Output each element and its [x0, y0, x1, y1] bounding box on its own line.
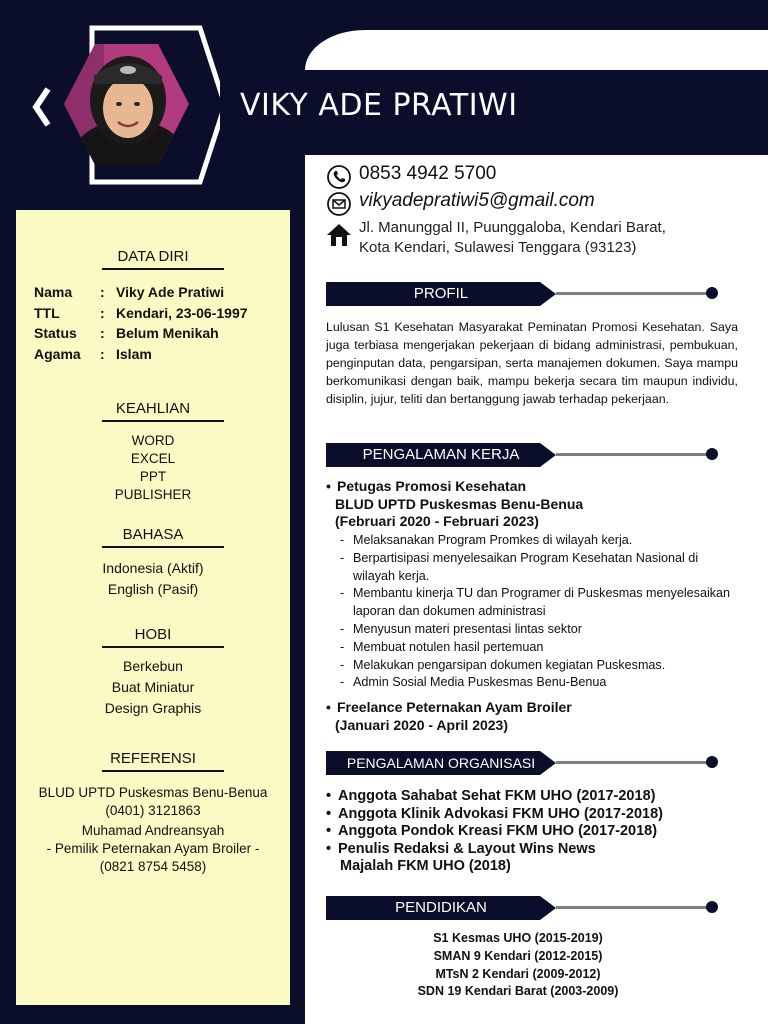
profil-title: PROFIL — [413, 285, 469, 302]
phone-number: 0853 4942 5700 — [359, 163, 497, 184]
pendidikan-header — [326, 896, 556, 920]
bahasa-title: BAHASA — [122, 526, 184, 543]
job-2-period: (Januari 2020 - April 2023) — [335, 716, 509, 733]
job-1-period: (Februari 2020 - Februari 2023) — [335, 513, 539, 529]
duty-text: Admin Sosial Media Puskesmas Benu-Benua — [353, 675, 607, 690]
organisasi-divider-dot — [706, 756, 718, 768]
job-1-place: BLUD UPTD Puskesmas Benu-Benua — [335, 495, 584, 512]
reference-line: (0821 8754 5458) — [99, 859, 207, 874]
job-bullet: • — [326, 699, 331, 715]
skill-item: PUBLISHER — [114, 487, 192, 502]
education-list — [326, 930, 710, 1001]
skills-list — [16, 432, 290, 504]
phone-icon — [326, 164, 352, 190]
job-bullet: • — [326, 478, 331, 494]
full-name: VIKY ADE PRATIWI — [240, 88, 518, 123]
reference-line: - Pemilik Peternakan Ayam Broiler - — [46, 841, 260, 856]
personal-data-key: Nama — [34, 284, 73, 300]
duty-item: - Melakukan pengarsipan dokumen kegiatan Puskesmas. — [340, 657, 666, 672]
personal-data-key: TTL — [34, 304, 60, 321]
personal-data-key: Agama — [34, 345, 81, 362]
duty-item: - Membantu kinerja TU dan Programer di Puskesmas menyelesaikan laporan dan dokumen administrasi — [340, 586, 731, 619]
reference-line: (0401) 3121863 — [105, 803, 201, 818]
personal-data-value: Viky Ade Pratiwi — [116, 284, 225, 300]
personal-data-value: Kendari, 23-06-1997 — [116, 304, 248, 321]
address — [359, 218, 666, 258]
skill-item: WORD — [131, 433, 175, 448]
organization-text: Anggota Sahabat Sehat FKM UHO (2017-2018) — [338, 788, 656, 804]
duty-item: - Admin Sosial Media Puskesmas Benu-Benua — [340, 675, 607, 690]
organization-text: Anggota Klinik Advokasi FKM UHO (2017-2018) — [338, 805, 663, 822]
job-1-duties — [340, 532, 740, 692]
referensi-underline — [102, 770, 224, 772]
kerja-divider-line — [556, 453, 708, 456]
duty-item: - Berpartisipasi menyelesaikan Program Kesehatan Nasional di wilayah kerja. — [340, 550, 699, 583]
pendidikan-divider-dot — [706, 901, 718, 913]
language-item: English (Pasif) — [107, 581, 199, 597]
kerja-title: PENGALAMAN KERJA — [362, 446, 520, 463]
bahasa-underline — [102, 546, 224, 548]
keahlian-underline — [102, 420, 224, 422]
profile-photo — [64, 42, 189, 167]
skill-item: PPT — [139, 469, 167, 484]
education-item: SMAN 9 Kendari (2012-2015) — [433, 948, 603, 963]
job-2-title: Freelance Peternakan Ayam Broiler — [337, 699, 572, 715]
reference-line: BLUD UPTD Puskesmas Benu-Benua — [38, 785, 268, 800]
skill-item: EXCEL — [130, 451, 176, 466]
hobbies-list — [16, 656, 290, 719]
duty-text: Membuat notulen hasil pertemuan — [353, 639, 544, 654]
organization-item: • Anggota Klinik Advokasi FKM UHO (2017-2018) — [326, 805, 663, 822]
personal-data-row — [34, 305, 248, 326]
job-1-title: Petugas Promosi Kesehatan — [337, 478, 527, 494]
personal-data-colon: : — [100, 325, 105, 341]
hobby-item: Berkebun — [123, 658, 183, 674]
organization-list — [326, 788, 663, 876]
personal-data-table — [34, 284, 248, 366]
duty-text: Membantu kinerja TU dan Programer di Puskesmas menyelesaikan laporan dan dokumen administrasi — [353, 586, 731, 619]
organization-text: Penulis Redaksi & Layout Wins News — [338, 840, 596, 857]
organization-text: Anggota Pondok Kreasi FKM UHO (2017-2018) — [338, 823, 658, 840]
address-line-2: Kota Kendari, Sulawesi Tenggara (93123) — [359, 239, 637, 256]
duty-text: Melakukan pengarsipan dokumen kegiatan Puskesmas. — [353, 657, 666, 672]
email-address: vikyadepratiwi5@gmail.com — [359, 190, 595, 211]
personal-data-row — [34, 346, 248, 367]
education-item: S1 Kesmas UHO (2015-2019) — [433, 931, 603, 945]
hobi-title: HOBI — [134, 626, 172, 643]
language-item: Indonesia (Aktif) — [102, 560, 204, 576]
references-list — [16, 784, 290, 876]
languages-list — [16, 558, 290, 600]
duty-item: - Melaksanakan Program Promkes di wilayah kerja. — [340, 533, 633, 547]
organisasi-header — [326, 751, 556, 775]
organization-item-continued — [326, 858, 663, 876]
duty-text: Menyusun materi presentasi lintas sektor — [353, 621, 582, 636]
hobby-item: Buat Miniatur — [111, 679, 195, 695]
education-item: SDN 19 Kendari Barat (2003-2009) — [417, 984, 619, 999]
duty-text: Melaksanakan Program Promkes di wilayah kerja. — [353, 533, 633, 547]
organization-item: • Anggota Pondok Kreasi FKM UHO (2017-2018) — [326, 823, 658, 840]
duty-text: Berpartisipasi menyelesaikan Program Kesehatan Nasional di wilayah kerja. — [353, 550, 699, 583]
mail-icon — [326, 191, 352, 217]
header-white-tab — [305, 30, 768, 70]
organization-item: • Anggota Sahabat Sehat FKM UHO (2017-2018) — [326, 788, 656, 804]
referensi-title: REFERENSI — [110, 750, 196, 767]
organization-text: Majalah FKM UHO (2018) — [340, 858, 511, 875]
personal-data-colon: : — [100, 345, 105, 362]
left-info-panel — [16, 210, 290, 1005]
pendidikan-title: PENDIDIKAN — [395, 899, 487, 916]
organisasi-title: PENGALAMAN ORGANISASI — [346, 755, 536, 771]
pendidikan-divider-line — [556, 906, 708, 909]
job-1 — [326, 478, 583, 531]
duty-item: - Membuat notulen hasil pertemuan — [340, 639, 544, 654]
personal-data-row — [34, 284, 248, 305]
kerja-header — [326, 443, 556, 467]
education-item: MTsN 2 Kendari (2009-2012) — [435, 966, 601, 981]
personal-data-colon: : — [100, 284, 105, 300]
personal-data-value: Islam — [116, 345, 152, 362]
address-line-1: Jl. Manunggal II, Puunggaloba, Kendari Barat, — [359, 219, 666, 236]
personal-data-key: Status — [34, 325, 77, 341]
data-diri-title: DATA DIRI — [117, 248, 189, 265]
profil-divider-dot — [706, 287, 718, 299]
profil-divider-line — [556, 292, 708, 295]
job-2 — [326, 699, 572, 734]
hobi-underline — [102, 646, 224, 648]
reference-line: Muhamad Andreansyah — [81, 823, 225, 838]
personal-data-value: Belum Menikah — [116, 325, 219, 341]
keahlian-title: KEAHLIAN — [115, 400, 191, 417]
duty-item: - Menyusun materi presentasi lintas sektor — [340, 621, 582, 636]
personal-data-row — [34, 325, 248, 346]
personal-data-colon: : — [100, 304, 105, 321]
home-icon — [326, 222, 352, 248]
data-diri-underline — [102, 268, 224, 270]
profile-text: Lulusan S1 Kesehatan Masyarakat Peminatan Promosi Kesehatan. Saya juga terbiasa mengerjakan pekerjaan di bidang administrasi, pembukuan, penginputan data, pengarsipan, serta manajemen dokumen. Saya mampu berkomunikasi dengan baik, mampu bekerja secara tim maupun individu, disiplin, jujur, teliti dan bertanggung jawab terhadap pekerjaan. — [326, 320, 738, 406]
organisasi-divider-line — [556, 761, 708, 764]
organization-item: • Penulis Redaksi & Layout Wins News — [326, 840, 596, 857]
hobby-item: Design Graphis — [104, 700, 202, 716]
kerja-divider-dot — [706, 448, 718, 460]
profil-header — [326, 282, 556, 306]
